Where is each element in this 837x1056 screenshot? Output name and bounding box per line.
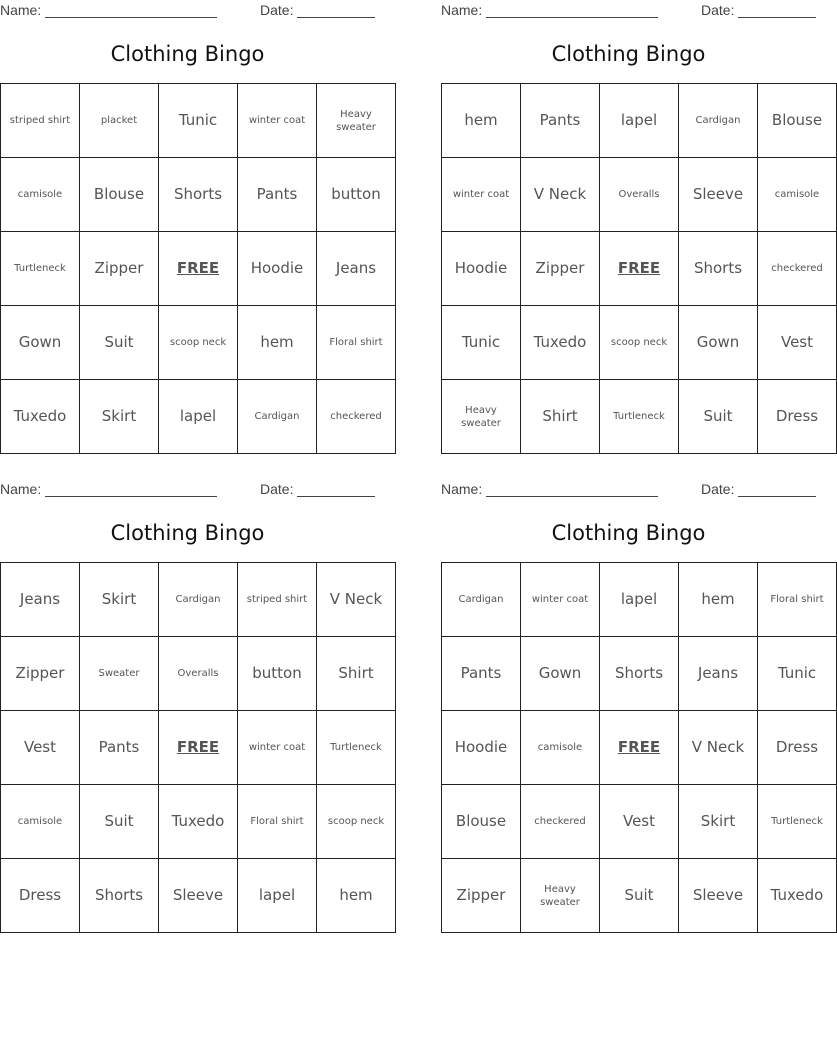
bingo-cell: Pants	[238, 158, 317, 232]
bingo-cell: winter coat	[238, 84, 317, 158]
bingo-cell: Pants	[80, 711, 159, 785]
card-header	[441, 0, 816, 20]
free-cell: FREE	[600, 232, 679, 306]
card-title: Clothing Bingo	[551, 42, 706, 66]
card-header	[0, 479, 375, 499]
bingo-cell: Gown	[1, 306, 80, 380]
name-line	[45, 17, 217, 18]
bingo-cell: scoop neck	[159, 306, 238, 380]
grid-row	[442, 232, 837, 306]
bingo-cell: Heavy sweater	[442, 380, 521, 454]
bingo-grid	[441, 83, 837, 454]
grid-row	[442, 306, 837, 380]
bingo-cell: Zipper	[521, 232, 600, 306]
bingo-cell: Hoodie	[442, 711, 521, 785]
bingo-cell: Tuxedo	[159, 785, 238, 859]
date-line	[297, 496, 375, 497]
bingo-cell: Dress	[1, 859, 80, 933]
bingo-grid	[441, 562, 837, 933]
bingo-cell: Floral shirt	[758, 563, 837, 637]
grid-row	[442, 563, 837, 637]
bingo-cell: Jeans	[1, 563, 80, 637]
grid-row	[442, 84, 837, 158]
bingo-cell: Tunic	[159, 84, 238, 158]
bingo-cell: V Neck	[317, 563, 396, 637]
date-label: Date:	[260, 2, 294, 18]
bingo-cell: Shirt	[317, 637, 396, 711]
bingo-cell: Zipper	[442, 859, 521, 933]
card-title: Clothing Bingo	[551, 521, 706, 545]
card-title: Clothing Bingo	[110, 521, 265, 545]
grid-row	[1, 84, 396, 158]
bingo-cell: Turtleneck	[317, 711, 396, 785]
bingo-cell: striped shirt	[238, 563, 317, 637]
bingo-cell: Hoodie	[238, 232, 317, 306]
bingo-cell: Skirt	[80, 380, 159, 454]
grid-row	[442, 711, 837, 785]
bingo-cell: Jeans	[317, 232, 396, 306]
bingo-grid	[0, 562, 396, 933]
bingo-cell: hem	[238, 306, 317, 380]
bingo-cell: hem	[442, 84, 521, 158]
card-header	[0, 0, 375, 20]
bingo-cell: Turtleneck	[1, 232, 80, 306]
bingo-cell: Blouse	[442, 785, 521, 859]
bingo-cell: button	[238, 637, 317, 711]
grid-row	[1, 232, 396, 306]
bingo-cell: Hoodie	[442, 232, 521, 306]
bingo-cell: Shirt	[521, 380, 600, 454]
bingo-cell: Heavy sweater	[317, 84, 396, 158]
date-line	[738, 496, 816, 497]
bingo-cell: Suit	[679, 380, 758, 454]
bingo-cell: lapel	[238, 859, 317, 933]
bingo-cell: Shorts	[600, 637, 679, 711]
grid-row	[442, 158, 837, 232]
bingo-cell: Suit	[80, 785, 159, 859]
bingo-cell: Tunic	[758, 637, 837, 711]
date-label: Date:	[701, 481, 735, 497]
free-cell: FREE	[159, 711, 238, 785]
bingo-cell: Sleeve	[159, 859, 238, 933]
bingo-cell: Cardigan	[679, 84, 758, 158]
bingo-cell: lapel	[600, 563, 679, 637]
name-label: Name:	[0, 2, 42, 18]
bingo-cell: hem	[679, 563, 758, 637]
bingo-card-4	[441, 479, 824, 913]
bingo-cell: Skirt	[679, 785, 758, 859]
bingo-cell: checkered	[317, 380, 396, 454]
bingo-cell: Floral shirt	[317, 306, 396, 380]
bingo-cell: scoop neck	[600, 306, 679, 380]
grid-row	[442, 380, 837, 454]
bingo-cell: Shorts	[80, 859, 159, 933]
bingo-cell: Cardigan	[159, 563, 238, 637]
grid-row	[1, 563, 396, 637]
date-label: Date:	[701, 2, 735, 18]
name-label: Name:	[0, 481, 42, 497]
free-cell: FREE	[600, 711, 679, 785]
bingo-cell: Tuxedo	[1, 380, 80, 454]
bingo-cell: V Neck	[521, 158, 600, 232]
bingo-cell: lapel	[159, 380, 238, 454]
bingo-cell: camisole	[521, 711, 600, 785]
bingo-cell: Gown	[521, 637, 600, 711]
date-label: Date:	[260, 481, 294, 497]
bingo-cell: Sleeve	[679, 859, 758, 933]
bingo-card-3	[0, 479, 385, 913]
bingo-cell: Vest	[1, 711, 80, 785]
bingo-cell: Heavy sweater	[521, 859, 600, 933]
bingo-cell: Overalls	[600, 158, 679, 232]
bingo-card-1	[0, 0, 383, 434]
bingo-cell: Suit	[80, 306, 159, 380]
bingo-cell: Tunic	[442, 306, 521, 380]
date-line	[738, 17, 816, 18]
bingo-cell: Zipper	[1, 637, 80, 711]
bingo-card-2	[441, 0, 823, 434]
bingo-cell: Gown	[679, 306, 758, 380]
bingo-cell: checkered	[758, 232, 837, 306]
bingo-cell: checkered	[521, 785, 600, 859]
name-line	[45, 496, 217, 497]
bingo-cell: camisole	[1, 158, 80, 232]
bingo-cell: Suit	[600, 859, 679, 933]
bingo-cell: button	[317, 158, 396, 232]
bingo-cell: Tuxedo	[758, 859, 837, 933]
bingo-cell: camisole	[758, 158, 837, 232]
name-label: Name:	[441, 2, 483, 18]
bingo-cell: Sleeve	[679, 158, 758, 232]
bingo-cell: Turtleneck	[758, 785, 837, 859]
bingo-cell: Skirt	[80, 563, 159, 637]
bingo-cell: Shorts	[679, 232, 758, 306]
bingo-cell: lapel	[600, 84, 679, 158]
free-cell: FREE	[159, 232, 238, 306]
card-header	[441, 479, 816, 499]
bingo-cell: winter coat	[238, 711, 317, 785]
bingo-cell: scoop neck	[317, 785, 396, 859]
grid-row	[442, 785, 837, 859]
grid-row	[442, 637, 837, 711]
name-line	[486, 496, 658, 497]
bingo-cell: V Neck	[679, 711, 758, 785]
bingo-cell: Tuxedo	[521, 306, 600, 380]
bingo-cell: Dress	[758, 711, 837, 785]
bingo-cell: Turtleneck	[600, 380, 679, 454]
bingo-cell: Cardigan	[238, 380, 317, 454]
bingo-cell: Blouse	[80, 158, 159, 232]
bingo-cell: striped shirt	[1, 84, 80, 158]
grid-row	[442, 859, 837, 933]
card-title: Clothing Bingo	[110, 42, 265, 66]
bingo-cell: Sweater	[80, 637, 159, 711]
grid-row	[1, 785, 396, 859]
bingo-cell: winter coat	[442, 158, 521, 232]
bingo-cell: Zipper	[80, 232, 159, 306]
bingo-cell: placket	[80, 84, 159, 158]
grid-row	[1, 158, 396, 232]
bingo-cell: Floral shirt	[238, 785, 317, 859]
bingo-cell: Jeans	[679, 637, 758, 711]
grid-row	[1, 380, 396, 454]
bingo-cell: Blouse	[758, 84, 837, 158]
bingo-cell: Pants	[442, 637, 521, 711]
bingo-cell: Overalls	[159, 637, 238, 711]
bingo-cell: Vest	[600, 785, 679, 859]
bingo-cell: Dress	[758, 380, 837, 454]
bingo-cell: camisole	[1, 785, 80, 859]
bingo-cell: Vest	[758, 306, 837, 380]
bingo-grid	[0, 83, 396, 454]
bingo-cell: Cardigan	[442, 563, 521, 637]
bingo-cell: Pants	[521, 84, 600, 158]
grid-row	[1, 306, 396, 380]
name-line	[486, 17, 658, 18]
grid-row	[1, 637, 396, 711]
bingo-cell: hem	[317, 859, 396, 933]
grid-row	[1, 711, 396, 785]
grid-row	[1, 859, 396, 933]
date-line	[297, 17, 375, 18]
name-label: Name:	[441, 481, 483, 497]
bingo-cell: winter coat	[521, 563, 600, 637]
bingo-cell: Shorts	[159, 158, 238, 232]
